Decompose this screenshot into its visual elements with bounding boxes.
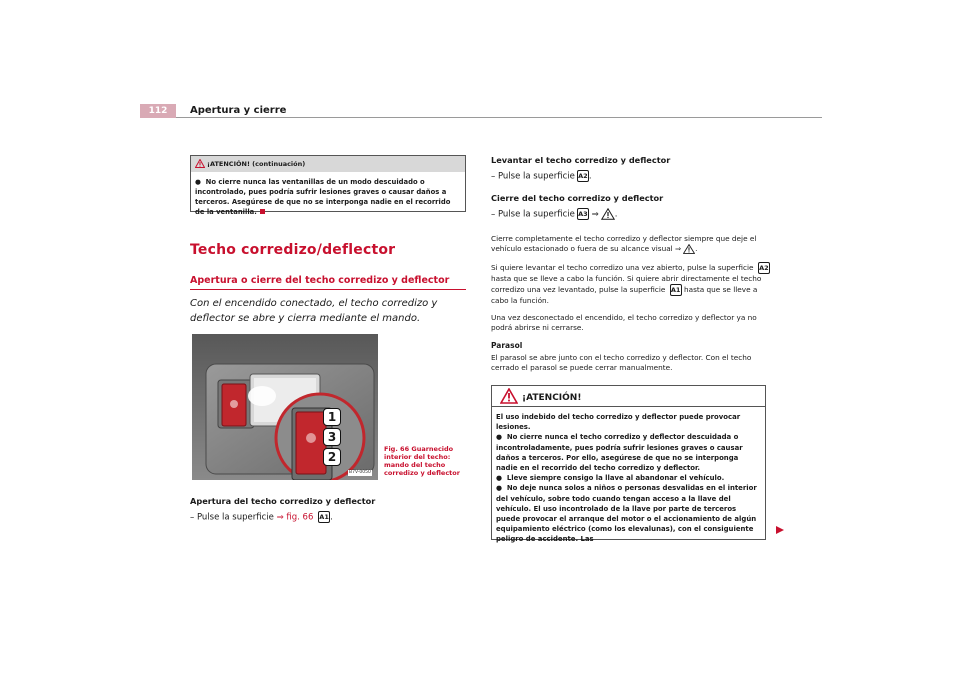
raise-block	[491, 155, 670, 183]
figure-badge-3: 3	[323, 428, 341, 446]
open-step: – Pulse la superficie ⇒ fig. 66 A1.	[190, 512, 333, 523]
warning-header-rule	[492, 406, 765, 407]
open-title: Apertura del techo corredizo y deflector	[190, 496, 376, 506]
header-rule	[176, 117, 822, 118]
warning-continued-text: ● No cierre nunca las ventanillas de un modo descuidado o incontrolado, pues podría sufrir lesiones graves o causar daños a terceros. Asegúrese de que no se interponga nadie en el recorrido de la ventanilla.	[195, 178, 451, 216]
warning-box-continued-header	[191, 156, 465, 172]
figure-roof-control-photo	[192, 334, 378, 480]
badge-a2: A2	[759, 264, 769, 272]
warning-box	[491, 385, 766, 544]
figure-code: B7V-0050	[349, 470, 371, 475]
subsection-rule	[190, 289, 466, 290]
warning-item: ● No deje nunca solos a niños o personas desvalidas en el interior del vehículo, sobre todo cuando tengan acceso a la llave del vehículo. El uso incontrolado de la llave por parte de terceros puede provocar el arranque del motor o el accionamiento de algún equipamiento eléctrico (como los elevalunas), con el consiguiente peligro de accidente. Las	[496, 484, 757, 544]
open-block	[190, 496, 375, 524]
badge-a1: A1	[670, 286, 681, 294]
subsection-title: Apertura o cierre del techo corredizo y deflector	[190, 275, 450, 286]
warning-triangle-icon	[500, 388, 518, 404]
warning-box-header	[492, 386, 765, 412]
end-mark-icon	[260, 209, 265, 214]
warning-continued-title: ¡ATENCIÓN! (continuación)	[207, 160, 306, 168]
continue-arrow-icon	[775, 525, 785, 535]
intro-text: Con el encendido conectado, el techo corredizo y deflector se abre y cierra mediante el mando.	[190, 298, 438, 324]
badge-a2: A2	[578, 172, 588, 180]
warning-triangle-icon	[195, 159, 205, 168]
page-number: 112	[140, 104, 176, 118]
paragraph-parasol: El parasol se abre junto con el techo corredizo y deflector. Con el techo cerrado el parasol se puede cerrar manualmente.	[491, 353, 752, 372]
parasol-title: Parasol	[491, 341, 523, 350]
raise-title: Levantar el techo corredizo y deflector	[491, 155, 671, 165]
warning-triangle-icon	[683, 244, 695, 254]
figure-reference-link[interactable]: ⇒ fig. 66	[276, 512, 314, 523]
paragraph-ignition-off: Una vez desconectado el encendido, el techo corredizo y deflector ya no podrá abrirse ni cerrarse.	[491, 313, 757, 332]
close-step: – Pulse la superficie A3 ⇒ .	[491, 209, 618, 220]
paragraph-close-reminder: Cierre completamente el techo corredizo y deflector siempre que deje el vehículo estacionado o fuera de su alcance visual ⇒ .	[491, 234, 757, 253]
raise-step: – Pulse la superficie A2.	[491, 171, 592, 182]
badge-a3: A3	[578, 210, 588, 218]
warning-item: ● Lleve siempre consigo la llave al abandonar el vehículo.	[496, 474, 725, 483]
warning-item: ● No cierre nunca el techo corredizo y deflector descuidada o incontroladamente, pues podría sufrir lesiones graves o causar daños a terceros. Por ello, asegúrese de que no se interponga nadie en el recorrido del techo corredizo y deflector.	[496, 433, 743, 473]
warning-body	[492, 412, 765, 545]
close-title: Cierre del techo corredizo y deflector	[491, 193, 664, 203]
roof-control-illustration	[192, 334, 378, 480]
warning-lead: El uso indebido del techo corredizo y deflector puede provocar lesiones.	[496, 413, 741, 432]
running-title: Apertura y cierre	[190, 105, 287, 116]
close-block	[491, 193, 663, 221]
warning-triangle-icon	[601, 208, 615, 220]
figure-badge-1: 1	[323, 408, 341, 426]
figure-badge-2: 2	[323, 448, 341, 466]
paragraph-raise-open: Si quiere levantar el techo corredizo una vez abierto, pulse la superficie A2 hasta que se lleve a cabo la función. Si quiere abrir directamente el techo corredizo una vez levantado, pulse la superficie A1 hasta que se lleve a cabo la función.	[491, 263, 769, 305]
warning-box-continued	[190, 155, 466, 216]
warning-title: ¡ATENCIÓN!	[522, 393, 582, 403]
badge-a1: A1	[319, 513, 329, 521]
section-title: Techo corredizo/deflector	[190, 242, 396, 258]
figure-caption: Fig. 66 Guarnecido interior del techo: mando del techo corredizo y deflector	[384, 445, 460, 477]
